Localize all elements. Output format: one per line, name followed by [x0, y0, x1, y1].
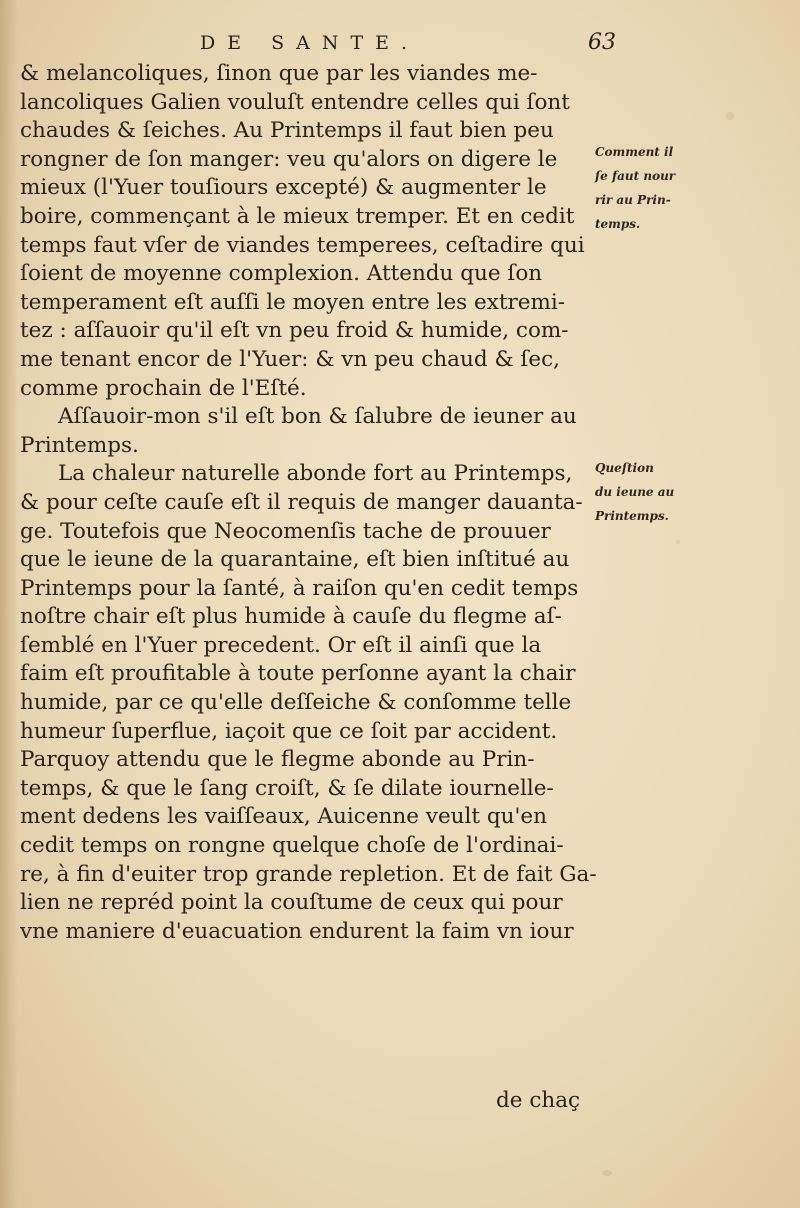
text-line: tez : aſſauoir qu'il eſt vn peu froid & humide, com- — [20, 318, 569, 344]
text-line: temps faut vſer de viandes temperees, ceſtadire qui — [20, 232, 585, 258]
text-line: Printemps. — [20, 432, 139, 458]
running-head — [0, 28, 800, 62]
marginal-note-line: Queſtion — [595, 461, 654, 475]
text-line: La chaleur naturelle abonde fort au Printemps, — [58, 461, 573, 487]
page-number: 63 — [588, 30, 616, 55]
text-line: temperament eſt auſſi le moyen entre les extremi- — [20, 289, 566, 315]
text-line: Printemps pour la ſanté, à raiſon qu'en cedit temps — [20, 575, 579, 601]
text-line: ge. Toutefois que Neocomenſis tache de prouuer — [20, 518, 551, 544]
text-line: humide, par ce qu'elle deſſeiche & conſomme telle — [20, 690, 572, 716]
marginal-note-line: Printemps. — [595, 509, 669, 523]
text-line: ſoient de moyenne complexion. Attendu que ſon — [20, 261, 543, 287]
text-line: boire, commençant à le mieux tremper. Et en cedit — [20, 203, 575, 229]
text-line: mieux (l'Yuer touſiours excepté) & augmenter le — [20, 175, 547, 201]
body-text — [20, 60, 597, 1060]
marginal-note-line: rir au Prin- — [595, 193, 671, 207]
paper-spot — [602, 1170, 612, 1176]
marginal-note-line: du ieune au — [595, 485, 675, 499]
text-line: Parquoy attendu que le flegme abonde au Prin- — [20, 747, 535, 773]
marginal-note-line: temps. — [595, 217, 641, 231]
text-line: faim eſt proufitable à toute perſonne ayant la chair — [20, 661, 576, 687]
text-line: cedit temps on rongne quelque choſe de l'ordinai- — [20, 833, 564, 859]
text-line: re, à fin d'euiter trop grande repletion. Et de fait Ga- — [20, 861, 597, 887]
marginal-note-fasting — [595, 456, 715, 528]
text-line: rongner de ſon manger: veu qu'alors on digere le — [20, 146, 558, 172]
running-title: DE SANTE. — [200, 32, 420, 54]
text-line: lien ne repréd point la couſtume de ceux qui pour — [20, 890, 563, 916]
marginal-note-line: Comment il — [595, 145, 674, 159]
text-line: que le ieune de la quarantaine, eſt bien inſtitué au — [20, 547, 570, 573]
paper-spot — [726, 112, 734, 120]
text-line: lancoliques Galien vouluſt entendre celles qui ſont — [20, 89, 570, 115]
text-line: ſemblé en l'Yuer precedent. Or eſt il ainſi que la — [20, 632, 542, 658]
marginal-note-nourishment — [595, 140, 715, 236]
text-line: & pour ceſte cauſe eſt il requis de manger dauanta- — [20, 489, 583, 515]
text-line: Aſſauoir-mon s'il eſt bon & ſalubre de ieuner au — [58, 404, 577, 430]
text-line: noſtre chair eſt plus humide à cauſe du flegme aſ- — [20, 604, 562, 630]
text-line: temps, & que le ſang croiſt, & ſe dilate iournelle- — [20, 775, 554, 801]
text-line: & melancoliques, ſinon que par les viandes me- — [20, 61, 538, 86]
catchword: de chaç — [496, 1088, 581, 1113]
text-line: vne maniere d'euacuation endurent la faim vn iour — [20, 918, 574, 944]
text-line: chaudes & ſeiches. Au Printemps il faut bien peu — [20, 118, 554, 144]
text-line: comme prochain de l'Eſté. — [20, 375, 307, 401]
paper-spot — [676, 540, 680, 544]
text-line: ment dedens les vaiſſeaux, Auicenne veult qu'en — [20, 804, 547, 830]
marginal-note-line: ſe faut nour — [595, 169, 676, 183]
text-line: humeur ſuperflue, iaçoit que ce ſoit par accident. — [20, 718, 558, 744]
text-line: me tenant encor de l'Yuer: & vn peu chaud & ſec, — [20, 346, 560, 372]
